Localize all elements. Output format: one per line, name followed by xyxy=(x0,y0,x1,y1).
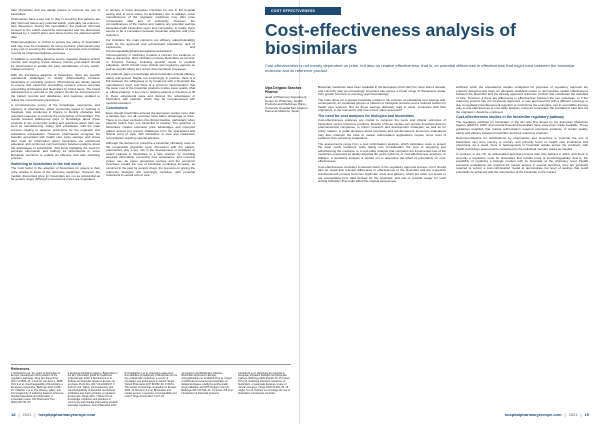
section-heading: Conclusions xyxy=(106,106,128,111)
issue-date: 2021 xyxy=(22,412,32,417)
footer-right: hospitalpharmacyeurope.com | 2021 | 19 xyxy=(504,412,589,417)
paragraph: sufficient when the equivalence studies conducted for purposes of regulatory approval are properly designed and have an adequate statistical power to demonstrate similar effectiveness between the biosimilar and the already approved reference product that constitutes the standard of care. However, if there are differences in effectiveness between the two molecules, or if the reference product has not previously approved, or was approved but with a different posology or due to regulatory/reimbursement rejection or restrictions the examples, use in secondline therapy only, a cost-effectiveness or cost-utility analysis, using as comparator the standard of care and not the originator, should be employed. xyxy=(456,85,588,114)
paragraph: Biosimilar medicines have been available in the European Union (EU) for more than a decade, and currently play an increasingly important role across a broad range of therapeutic areas, from growth hormone to oncology and rheumatology. xyxy=(318,85,446,97)
issue-date: 2021 xyxy=(568,412,578,417)
author-name: Ulpa Delgado Sánchez Pharmd xyxy=(265,86,302,94)
paragraph: For clinicians, the main concerns are efficacy, safety/tolerability (both for the approved and extrapolated indications), lack of experience, and interchangeability/pharmacovigilance/substitution. Immunogenicity in switching remains a concern but evidence to date is reassuring. Most clinicians perceive biosimilars as second- or third-line therapy, including specific needs in medical education, which should cover clinical and regulatory aspects as well as specific billing and record documentation processes. xyxy=(106,38,195,71)
references xyxy=(11,364,291,408)
right-column-2 xyxy=(456,86,588,177)
paragraph: The main factor in the adoption of biosimilars for payers is their price relative to those of the reference medicines. However, the median discounted price for biosimilars are not as substantial as for generic drugs. Although procurement prices are negotiated xyxy=(11,166,100,182)
paragraph: For patients, gaps in knowledge about biosimilars include efficacy, safety and access. Maybe not surprisingly, in practice, there is a link between the willingness to try treatment with a biosimilar the manufacturer itself, and there is a common misconception that the lower cost of the biosimilar products implies lower quality (that is, efficacy/safety). A key role in helping patients is therefore to fill in these educational gaps and discuss the advantages of biosimilars with patients, which may be complemented with medical education. xyxy=(106,72,195,105)
paragraph: Recommendations for substitutions by pharmacists and incentives to promote the use of biosimilars vary from country to country, and primarily focus on health care institutions and physicians. As a result, there is heterogeneity in biosimilar uptake across the continent, with health technology assessments conducted by the individual member states as needed. xyxy=(456,136,588,151)
article-title: Cost-effectiveness analysis of biosimilars xyxy=(265,20,516,58)
site-url: hospitalpharmacyeurope.com xyxy=(504,412,562,417)
references-heading: References xyxy=(11,367,30,371)
paragraph: Cost-effectiveness considers a relevant factor in the regulatory approval process, but it should also be noted that relevant differences in effectiveness of the biosimilar and the respective reimbursement process becomes legitimate costs and efficacy, which are often not tested or are extrapolated from data derived for the originator, and risk of 'real-life usage' for each clinical indication that might affect the original assessment. xyxy=(318,164,446,184)
reference-list: 14 Dutta B et al. Identifying key benefits in European off-patent biologics and biosimilar markets. BioDrugs 2020;34:159–70. 15 Cohen HP et al. Switching reference medicines to biosimilars: a systematic literature review of clinical outcomes. Drugs 2018;78:463–78. 16 Vogler S et al. Policies to encourage the use of biosimilars in European countries. xyxy=(238,371,291,396)
site-url: hospitalpharmacyeurope.com xyxy=(38,412,96,417)
author-box xyxy=(265,86,311,114)
paragraph: A comprehensive survey of the knowledge, experience, and opinions of pharmacists, either community-based or working in hospitals, was conducted in France to identify obstacles and potential measures to promote the prescription of biosimilars. The results showed widespread gaps in knowledge about these products in the community setting and questions about their use such as manufacturing, safety, and substitution, with the main concern relating to patients' preference for the originator and indications extrapolation. However, pharmacists recognise the benefits associated with health care costs savings, and stress their need for information about biosimilars via continuous education and reinforced communication between patients about the advantages of substitution. This study highlights the need for accurate information and training for pharmacists in some European countries to enable an effective and safe switching process. xyxy=(11,103,100,161)
paragraph: The main driver for a greater biosimilar market is the promise of substantial cost savings and, consequently, an expanded access of patients to biological products and a reduced burden for health care systems. But do those savings ultimately lead to value, compared with their originators, in the real world, and how is their value assessed? xyxy=(318,97,446,113)
reference-list: 11 Generics and Biosimilars Initiative. Biosimilars approved in Europe. www.gabionline.net 12 Aladul MI et al. Impact of infliximab and etanercept biosimilars on biological disease-modifying antirheumatic drugs utilisation and NHS budget in the UK. BioDrugs 2017;31:533–44. 13 Jensen TB et al. Introduction of biosimilar products. xyxy=(181,371,234,396)
reference-list: 1 Schiestl M et al. Ten years of biosimilars in Europe: development and evolution of the regulatory pathways. Drug Des Devel Ther 2017;11:1509–15. 2 Kurki P, van Aerts L, Wolff-Holz E et al. Interchangeability of biosimilars: a European perspective. BioDrugs 2017;31:83–91. 3 Barbier L et al. The efficacy, safety, and immunogenicity of switching between reference biopharmaceuticals and biosimilars: a systematic review. Clin Pharmacol Ther 2020;108:734–55. xyxy=(11,371,64,405)
paragraph: In contrast, in the US, an abbreviated approval process was only defined in 2010, and there is currently a regulatory route for biosimilars that include proof of interchangeability, that is, the possibility of replacing a biologic product with its biosimilar at the pharmacy level. Health economic evaluations are required for market access in several countries; they are generally required to submit a cost-minimisation model to demonstrate the level of savings that could potentially be achieved with the introduction of the biosimilar to the market. xyxy=(456,152,588,175)
page-number: 19 xyxy=(584,412,589,417)
footer-left: 18 | 2021 | hospitalpharmacyeurope.com xyxy=(11,412,96,417)
right-column-1 xyxy=(318,86,446,186)
paragraph: Pharmacists have a key role to play in ensuring that patients are fully informed before any potential switch, preferably via a face-to-face discussion. During this consultation, the patients' informed consent to the switch should be documented and the discussion followed by a 'switch' letter sent home before the planned switch date. xyxy=(11,17,100,39)
article-intro: Cost-effectiveness is not merely dependent on price, but also on relative effectiveness; that is, on potential differences in effectiveness that might exist between the biosimilar molecule and its reference product xyxy=(265,63,575,74)
paragraph: in tenders in many European countries for use in the hospital setting and, in some cases, for ambulatory use. In addition, some manufacturers of the originator medicines may offer price concessions after loss of exclusivity. However, the competitiveness of the market and making any potential savings associated with biosimilars seem less compelling. In reality, there seems to be a correlation between biosimilar adoption and price reduction. xyxy=(106,8,195,37)
paragraph: than physicians and are ideally placed to promote the use of biosimilars. xyxy=(11,8,100,16)
section-heading: Switching to biosimilars in the real world xyxy=(11,161,81,166)
paragraph: Pharmacovigilance is critical to ensure the safety of biosimilars and may even be mandatory for some products: pharmacists play a key role in ensuring the maintenance of accurate and complete records for pharmacovigilance purposes. xyxy=(11,40,100,56)
paragraph: The assessments range from a cost minimisation analysis, which calculates costs to project the least costly treatment while taking into consideration the cost of preparing and administering the medicine, to a cost-utility analysis that compares the incremental cost of the medicines expressed as quality-adjusted life years (QALYs), or cost-effectiveness analyses. In addition, a sensitivity analysis is carried out to determine the effect of uncertainty on cost-effectiveness. xyxy=(318,141,446,164)
paragraph: In addition to recording adverse events, baseline disease activity metrics and ongoing review disease metrics post-switch should be documented to enable the early identification of any switch-related concerns. xyxy=(11,56,100,72)
reference-list: 8 O'Callaghan J et al. Assessing awareness and attitudes of healthcare professionals on the use of biosimilar medicines: a survey of physicians and pharmacists in Ireland. Regul Toxicol Pharmacol 2017;88:252–61. 9 IQVIA. The impact of biosimilar competition in Europe. 2020. 10 Simoens S et al. Biosimilars and market access: a question of comparability and costs? Target Oncol 2012;7:227–31. xyxy=(124,371,178,399)
paragraph: Even though biosimilars entered the European market more than a decade ago, not all countries have taken advantage of them. There is no clear exclusion into clinical practice, particularly when patients switch from one biosimilar to another. The adoption of biosimilars creates extensive price advantages and improved patient access but present challenges from the operational and clinical point of view, with transitions of care and medication reconciliation requiring special attention. xyxy=(106,110,195,140)
left-column-1 xyxy=(11,9,100,184)
paragraph: The regulatory pathway for biosimilars in the EU was first issued by the European Medicines Agency (EMA) in 2005, and several thousand biosimilars have since been made available. These guidelines establish that market authorisation required extensive evidence of similar quality, safety and efficacy between biosimilars and their reference products. xyxy=(456,119,588,135)
paragraph: Although the decision to prescribe a biosimilar ultimately rests on the responsible physician upon discussion with the patient, pharmacists play a key role in the development of strategies to switch patients to biosimilars in a safe manner, by providing accurate information, promoting their acceptance, and ensuring proper use. As payer perception evolves and the economic incentives toward the use of biosimilar medicines increase, as occurred in the past for generic drugs, the pressure on pricing the reference biologics will seemingly increase, with potential reductions in overall cost of care. xyxy=(106,141,195,178)
section-heading: The need for cost analyses for biologics and biosimilars xyxy=(318,113,415,118)
section-tag: COST EFFECTIVENESS xyxy=(265,7,341,15)
paragraph: With the increasing adoption of biosimilars, there are specific operational challenges in clearly differentiating between biosimilars in recording systems. Pharmacists are ideally placed to ensure that electronic prescribing systems ensure accurate prescribing of biologics and biosimilars by brand name. The brand administered or referred to the patient should be documented in the patient records and databases, and registries updated to reflect the current brand prescribed. xyxy=(11,72,100,102)
author-role: Head of Pharmacy Department, Center for Pharmacy, Health Products and Medicines Policy, University Hospital San Joaquín, Palma de Mallorca, Spain xyxy=(265,95,309,114)
paragraph: Cost-effectiveness analyses are crucial to compare the costs and clinical outcomes of biosimilars versus reference products. Results of these studies can provide important data for pharmaceutical companies, to inform research and development strategies, as well as for policy makers, to guide decisions about incentives and reimbursement. Economic evaluations may also underpin the case of market authorisation applications require some level of evidence from economic evaluations. xyxy=(318,118,446,141)
page-number: 18 xyxy=(11,412,16,417)
left-column-2 xyxy=(106,9,195,180)
section-heading: Cost-effectiveness studies in the biosimilar regulatory pathway xyxy=(456,115,565,120)
reference-list: 4 European Medicines Agency. Biosimilars in the EU: information guide for healthcare professionals. 2019. 5 Moorkens E et al. Policies for biosimilar uptake in Europe: an overview. PLoS One 2017;12:e0190147. 6 Kurki P et al. Safety, immunogenicity and interchangeability of biosimilar monoclonal antibodies and fusion proteins: a regulatory perspective. Drugs 2021. 7 Beck M et al. Knowledge, behaviors and practices of community and hospital pharmacists towards biosimilar medicines. Front Pharmacol 2017. xyxy=(67,371,118,407)
